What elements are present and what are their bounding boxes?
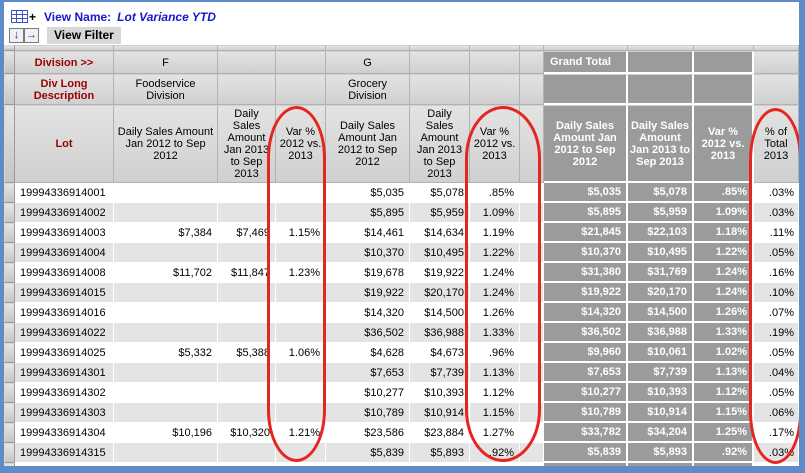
spacer-cell xyxy=(520,263,544,283)
cell-f-2013 xyxy=(218,183,276,203)
spacer-cell xyxy=(520,183,544,203)
cell-gt-2012: $7,653 xyxy=(544,363,628,383)
division-row xyxy=(4,51,799,74)
cell-f-2012 xyxy=(114,183,218,203)
column-header-row xyxy=(4,105,799,183)
cell-g-var: 1.26% xyxy=(470,303,520,323)
cell-gt-var: 1.26% xyxy=(694,303,754,323)
arrow-right-button[interactable]: → xyxy=(26,29,37,41)
cell-gt-2012: $5,895 xyxy=(544,203,628,223)
cell-gt-2012: $5,035 xyxy=(544,183,628,203)
lot-cell: 19994336914022 xyxy=(15,323,114,343)
cell-g-var: 1.32% xyxy=(470,463,520,473)
row-handle[interactable] xyxy=(4,363,15,383)
cell-gt-2012: $36,502 xyxy=(544,323,628,343)
cell-gt-2012: $31,380 xyxy=(544,263,628,283)
lot-column-header: Lot xyxy=(15,105,114,183)
cell-gt-2013: $20,170 xyxy=(628,283,694,303)
table-row xyxy=(4,183,799,203)
cell-f-var xyxy=(276,383,326,403)
cell-g-var: .92% xyxy=(470,443,520,463)
lot-cell: 19994336914315 xyxy=(15,443,114,463)
cell-g-2013: $10,914 xyxy=(410,403,470,423)
lot-cell: 19994336914002 xyxy=(15,203,114,223)
cell-f-2013: $11,847 xyxy=(218,263,276,283)
spacer-cell xyxy=(520,343,544,363)
division-description-row xyxy=(4,74,799,105)
lot-cell: 19994336914302 xyxy=(15,383,114,403)
cell-g-2013: $20,170 xyxy=(410,283,470,303)
cell-f-var: 1.15% xyxy=(276,223,326,243)
cell-f-2013 xyxy=(218,363,276,383)
row-handle[interactable] xyxy=(4,105,15,183)
cell-gt-var: 1.24% xyxy=(694,263,754,283)
cell-gt-2013: $10,061 xyxy=(628,343,694,363)
row-handle[interactable] xyxy=(4,74,15,105)
row-handle[interactable] xyxy=(4,403,15,423)
arrow-down-button[interactable]: ↓ xyxy=(9,28,24,43)
cell-gt-2012: $14,320 xyxy=(544,303,628,323)
cell-gt-2013: $5,893 xyxy=(628,443,694,463)
cell-g-2012: $5,035 xyxy=(326,183,410,203)
cell-f-var xyxy=(276,363,326,383)
lot-cell: 19994336914003 xyxy=(15,223,114,243)
cell-gt-2013: $10,495 xyxy=(628,243,694,263)
cell-gt-2013: $7,739 xyxy=(628,363,694,383)
cell-g-var: 1.15% xyxy=(470,403,520,423)
table-row xyxy=(4,243,799,263)
spacer-cell xyxy=(520,74,544,105)
cell-gt-2012: $19,922 xyxy=(544,283,628,303)
cell-f-2012 xyxy=(114,403,218,423)
column-header-g-var: Var % 2012 vs. 2013 xyxy=(470,105,520,183)
table-row xyxy=(4,343,799,363)
spacer-cell xyxy=(520,303,544,323)
toolbar xyxy=(4,2,799,45)
cell-gt-2013: $14,500 xyxy=(628,303,694,323)
column-header-gt-sales-2012: Daily Sales Amount Jan 2012 to Sep 2012 xyxy=(544,105,628,183)
cell-f-var xyxy=(276,463,326,473)
table-row xyxy=(4,443,799,463)
table-row xyxy=(4,363,799,383)
cell-g-var: 1.27% xyxy=(470,423,520,443)
table-row xyxy=(4,283,799,303)
cell-g-2012: $5,839 xyxy=(326,443,410,463)
cell-pct-total: .03% xyxy=(754,183,799,203)
row-handle[interactable] xyxy=(4,283,15,303)
division-code-f: F xyxy=(114,51,218,74)
cell-f-var xyxy=(276,443,326,463)
view-name-row xyxy=(4,2,799,26)
cell-f-2012: $5,332 xyxy=(114,343,218,363)
cell-f-2012: $10,196 xyxy=(114,423,218,443)
cell-g-2012: $10,277 xyxy=(326,383,410,403)
spacer-cell xyxy=(520,363,544,383)
column-header-gt-var: Var % 2012 vs. 2013 xyxy=(694,105,754,183)
cell-g-2013: $5,959 xyxy=(410,203,470,223)
cell-f-var xyxy=(276,323,326,343)
cell-f-2012 xyxy=(114,463,218,473)
cell-gt-var: 1.12% xyxy=(694,383,754,403)
lot-cell: 19994336914001 xyxy=(15,183,114,203)
row-handle[interactable] xyxy=(4,203,15,223)
cell-gt-var: 1.09% xyxy=(694,203,754,223)
cell-g-var: 1.24% xyxy=(470,283,520,303)
row-handle[interactable] xyxy=(4,243,15,263)
cell-f-var: 1.21% xyxy=(276,423,326,443)
cell-pct-total: .17% xyxy=(754,423,799,443)
cell-g-2012: $10,370 xyxy=(326,243,410,263)
div-long-description-header: Div Long Description xyxy=(15,74,114,105)
cell-gt-2013: $40,075 xyxy=(628,463,694,473)
cell-f-2013: $7,469 xyxy=(218,223,276,243)
division-header[interactable]: Division >> xyxy=(15,51,114,74)
cell-gt-2012: $5,839 xyxy=(544,443,628,463)
cell-pct-total: .16% xyxy=(754,263,799,283)
row-handle[interactable] xyxy=(4,383,15,403)
cell-gt-var: 1.24% xyxy=(694,283,754,303)
cell-f-var xyxy=(276,203,326,223)
cell-gt-2012: $39,552 xyxy=(544,463,628,473)
cell-f-2012 xyxy=(114,303,218,323)
cell-g-2013: $5,893 xyxy=(410,443,470,463)
spacer-cell xyxy=(520,323,544,343)
lot-cell: 19994336914301 xyxy=(15,363,114,383)
view-filter-button[interactable]: View Filter xyxy=(47,27,121,44)
cell-f-2013 xyxy=(218,243,276,263)
column-header-gt-sales-2013: Daily Sales Amount Jan 2013 to Sep 2013 xyxy=(628,105,694,183)
cell-g-2013: $19,922 xyxy=(410,263,470,283)
cell-f-var: 1.23% xyxy=(276,263,326,283)
cell-pct-total: .04% xyxy=(754,363,799,383)
spacer-cell xyxy=(520,463,544,473)
cell-f-var xyxy=(276,243,326,263)
spacer-cell xyxy=(520,403,544,423)
cell-g-var: 1.13% xyxy=(470,363,520,383)
view-filter-row xyxy=(4,26,799,45)
cell-g-2012: $14,461 xyxy=(326,223,410,243)
table-row xyxy=(4,383,799,403)
cell-g-var: 1.12% xyxy=(470,383,520,403)
table-row xyxy=(4,323,799,343)
column-header-g-sales-2012: Daily Sales Amount Jan 2012 to Sep 2012 xyxy=(326,105,410,183)
cell-g-2012: $39,552 xyxy=(326,463,410,473)
row-handle[interactable] xyxy=(4,183,15,203)
cell-gt-2012: $10,370 xyxy=(544,243,628,263)
cell-gt-var: 1.15% xyxy=(694,403,754,423)
spacer-cell xyxy=(520,383,544,403)
cell-f-2012: $7,384 xyxy=(114,223,218,243)
cell-g-2013: $23,884 xyxy=(410,423,470,443)
cell-pct-total: .03% xyxy=(754,203,799,223)
cell-gt-2013: $22,103 xyxy=(628,223,694,243)
cell-g-2012: $4,628 xyxy=(326,343,410,363)
cell-gt-2013: $5,959 xyxy=(628,203,694,223)
lot-cell: 19994336914016 xyxy=(15,303,114,323)
cell-g-2013: $10,393 xyxy=(410,383,470,403)
table-row xyxy=(4,423,799,443)
cell-g-var: 1.09% xyxy=(470,203,520,223)
cell-g-2012: $19,922 xyxy=(326,283,410,303)
spacer-cell xyxy=(520,223,544,243)
cell-pct-total: .10% xyxy=(754,283,799,303)
cell-gt-var: 1.02% xyxy=(694,343,754,363)
table-row xyxy=(4,403,799,423)
cell-g-2013: $5,078 xyxy=(410,183,470,203)
cell-f-2012 xyxy=(114,383,218,403)
cell-gt-var: 1.32% xyxy=(694,463,754,473)
cell-f-2013 xyxy=(218,303,276,323)
row-handle[interactable] xyxy=(4,51,15,74)
cell-f-2013 xyxy=(218,403,276,423)
lot-cell: 19994336914008 xyxy=(15,263,114,283)
cell-f-2012 xyxy=(114,283,218,303)
cell-gt-2013: $5,078 xyxy=(628,183,694,203)
cell-pct-total: .05% xyxy=(754,383,799,403)
cell-gt-var: 1.22% xyxy=(694,243,754,263)
spacer-cell xyxy=(520,105,544,183)
pivot-table-icon[interactable] xyxy=(11,10,28,23)
cell-g-2013: $14,634 xyxy=(410,223,470,243)
cell-gt-var: 1.18% xyxy=(694,223,754,243)
cell-gt-2012: $9,960 xyxy=(544,343,628,363)
row-handle[interactable] xyxy=(4,303,15,323)
cell-f-var: 1.06% xyxy=(276,343,326,363)
cell-pct-total: .05% xyxy=(754,243,799,263)
table-row xyxy=(4,463,799,473)
cell-f-2013 xyxy=(218,323,276,343)
spacer-cell xyxy=(520,423,544,443)
cell-g-var: 1.33% xyxy=(470,323,520,343)
cell-g-2013: $14,500 xyxy=(410,303,470,323)
cell-f-2013 xyxy=(218,443,276,463)
table-row xyxy=(4,223,799,243)
grand-total-header: Grand Total xyxy=(544,51,628,74)
cell-gt-2013: $31,769 xyxy=(628,263,694,283)
pivot-table xyxy=(4,45,799,473)
cell-g-2012: $7,653 xyxy=(326,363,410,383)
row-handle[interactable] xyxy=(4,323,15,343)
cell-g-2013: $40,075 xyxy=(410,463,470,473)
cell-f-2013 xyxy=(218,383,276,403)
cell-g-2012: $14,320 xyxy=(326,303,410,323)
cell-gt-var: 1.13% xyxy=(694,363,754,383)
cell-gt-var: .85% xyxy=(694,183,754,203)
column-header-g-sales-2013: Daily Sales Amount Jan 2013 to Sep 2013 xyxy=(410,105,470,183)
cell-gt-var: 1.33% xyxy=(694,323,754,343)
table-row xyxy=(4,263,799,283)
lot-cell: 19994336914303 xyxy=(15,403,114,423)
cell-f-var xyxy=(276,403,326,423)
cell-pct-total: .03% xyxy=(754,443,799,463)
cell-f-2013: $5,388 xyxy=(218,343,276,363)
lot-cell: 19994336914004 xyxy=(15,243,114,263)
cell-g-var: .85% xyxy=(470,183,520,203)
cell-g-2012: $36,502 xyxy=(326,323,410,343)
cell-g-2013: $4,673 xyxy=(410,343,470,363)
column-header-f-sales-2013: Daily Sales Amount Jan 2013 to Sep 2013 xyxy=(218,105,276,183)
cell-g-2013: $7,739 xyxy=(410,363,470,383)
cell-f-2013 xyxy=(218,203,276,223)
cell-f-var xyxy=(276,283,326,303)
cell-g-var: 1.24% xyxy=(470,263,520,283)
cell-g-2012: $19,678 xyxy=(326,263,410,283)
expand-plus-icon[interactable]: + xyxy=(29,9,37,24)
cell-g-var: 1.22% xyxy=(470,243,520,263)
lot-cell: 19994336914015 xyxy=(15,283,114,303)
cell-g-2012: $5,895 xyxy=(326,203,410,223)
division-code-g: G xyxy=(326,51,410,74)
cell-pct-total: .05% xyxy=(754,343,799,363)
cell-pct-total: .07% xyxy=(754,303,799,323)
lot-cell: 19994336914304 xyxy=(15,423,114,443)
view-name-label: View Name: xyxy=(44,9,112,24)
row-handle[interactable] xyxy=(4,443,15,463)
grocery-division-label: Grocery Division xyxy=(326,74,410,105)
cell-f-2012 xyxy=(114,203,218,223)
cell-g-var: .96% xyxy=(470,343,520,363)
lot-cell: 19994336914322 xyxy=(15,463,114,473)
cell-gt-var: .92% xyxy=(694,443,754,463)
cell-f-2013 xyxy=(218,463,276,473)
spacer-cell xyxy=(520,203,544,223)
cell-gt-2012: $21,845 xyxy=(544,223,628,243)
cell-gt-2013: $36,988 xyxy=(628,323,694,343)
spacer-cell xyxy=(520,283,544,303)
cell-f-2012 xyxy=(114,443,218,463)
row-handle[interactable] xyxy=(4,463,15,473)
cell-g-var: 1.19% xyxy=(470,223,520,243)
spacer-cell xyxy=(520,51,544,74)
cell-pct-total: .20% xyxy=(754,463,799,473)
column-header-f-sales-2012: Daily Sales Amount Jan 2012 to Sep 2012 xyxy=(114,105,218,183)
table-row xyxy=(4,303,799,323)
cell-f-2013: $10,320 xyxy=(218,423,276,443)
cell-f-var xyxy=(276,183,326,203)
foodservice-division-label: Foodservice Division xyxy=(114,74,218,105)
cell-f-2012 xyxy=(114,243,218,263)
spacer-cell xyxy=(520,243,544,263)
view-name-value[interactable]: Lot Variance YTD xyxy=(117,9,216,24)
cell-gt-2013: $10,914 xyxy=(628,403,694,423)
column-header-f-var: Var % 2012 vs. 2013 xyxy=(276,105,326,183)
cell-f-var xyxy=(276,303,326,323)
cell-g-2012: $10,789 xyxy=(326,403,410,423)
cell-f-2013 xyxy=(218,283,276,303)
cell-gt-2012: $10,277 xyxy=(544,383,628,403)
lot-cell: 19994336914025 xyxy=(15,343,114,363)
row-handle[interactable] xyxy=(4,423,15,443)
row-handle[interactable] xyxy=(4,223,15,243)
cell-pct-total: .06% xyxy=(754,403,799,423)
cell-gt-2012: $33,782 xyxy=(544,423,628,443)
cell-pct-total: .19% xyxy=(754,323,799,343)
cell-g-2013: $36,988 xyxy=(410,323,470,343)
column-header-pct-total: % of Total 2013 xyxy=(754,105,799,183)
cell-gt-2013: $34,204 xyxy=(628,423,694,443)
row-handle[interactable] xyxy=(4,343,15,363)
cell-g-2013: $10,495 xyxy=(410,243,470,263)
cell-f-2012 xyxy=(114,363,218,383)
row-handle[interactable] xyxy=(4,263,15,283)
table-row xyxy=(4,203,799,223)
spacer-cell xyxy=(520,443,544,463)
cell-f-2012: $11,702 xyxy=(114,263,218,283)
cell-gt-2012: $10,789 xyxy=(544,403,628,423)
cell-gt-var: 1.25% xyxy=(694,423,754,443)
cell-pct-total: .11% xyxy=(754,223,799,243)
cell-g-2012: $23,586 xyxy=(326,423,410,443)
cell-gt-2013: $10,393 xyxy=(628,383,694,403)
cell-f-2012 xyxy=(114,323,218,343)
